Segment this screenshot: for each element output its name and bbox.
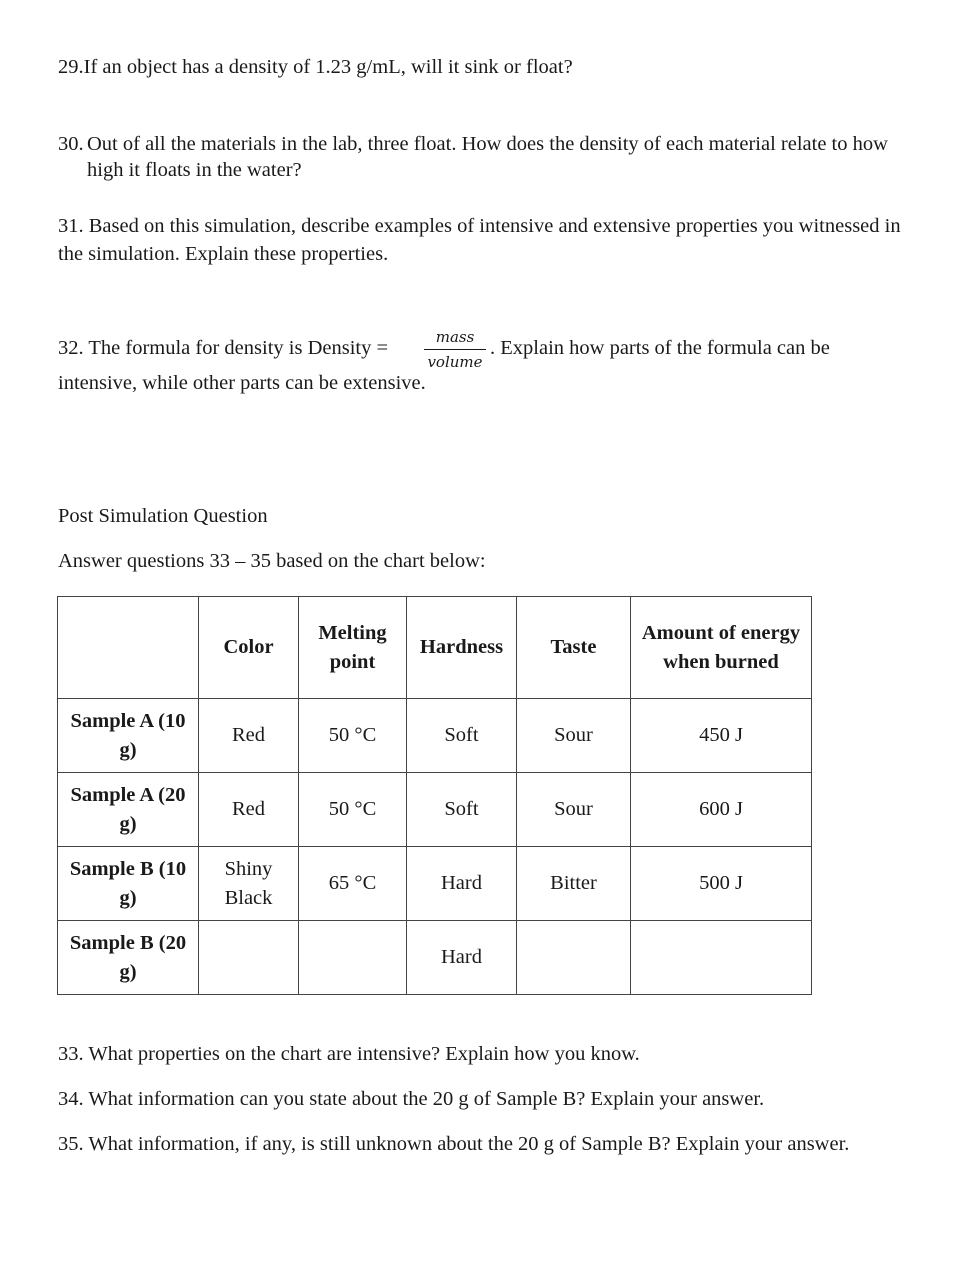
table-cell: 50 °C xyxy=(299,773,407,847)
header-cell: Melting point xyxy=(299,597,407,699)
table-row xyxy=(58,699,812,773)
question-34: 34. What information can you state about the 20 g of Sample B? Explain your answer. xyxy=(58,1088,765,1110)
table-cell: 65 °C xyxy=(299,847,407,921)
question-30-text: Out of all the materials in the lab, three float. How does the density of each material relate to how high it floats in the water? xyxy=(87,133,888,181)
table-cell: Bitter xyxy=(517,847,631,921)
table-row xyxy=(58,847,812,921)
properties-table xyxy=(57,596,812,995)
table-cell: Shiny Black xyxy=(199,847,299,921)
table-cell: 450 J xyxy=(631,699,812,773)
density-fraction xyxy=(424,328,486,371)
table-header-row xyxy=(58,597,812,699)
answer-intro: Answer questions 33 – 35 based on the chart below: xyxy=(58,550,486,572)
question-30 xyxy=(58,131,918,183)
table-cell xyxy=(299,921,407,995)
table-row xyxy=(58,921,812,995)
table-cell: 50 °C xyxy=(299,699,407,773)
section-title: Post Simulation Question xyxy=(58,505,268,527)
question-33: 33. What properties on the chart are intensive? Explain how you know. xyxy=(58,1043,640,1065)
table-cell: Hard xyxy=(407,921,517,995)
question-32 xyxy=(58,322,938,394)
question-29-text: If an object has a density of 1.23 g/mL, will it sink or float? xyxy=(83,56,573,78)
row-label: Sample B (10 g) xyxy=(58,847,199,921)
question-35: 35. What information, if any, is still unknown about the 20 g of Sample B? Explain your answer. xyxy=(58,1133,850,1155)
header-cell: Hardness xyxy=(407,597,517,699)
question-32-text-end: . Explain how parts of the formula can be xyxy=(490,337,830,359)
question-30-number: 30. xyxy=(58,133,84,155)
question-29 xyxy=(58,56,573,79)
question-31: 31. Based on this simulation, describe examples of intensive and extensive properties you witnessed in the simulation. Explain these properties. xyxy=(58,215,901,265)
question-29-number: 29. xyxy=(58,56,84,78)
question-32-text-start: 32. The formula for density is Density = xyxy=(58,337,389,359)
table-cell: Soft xyxy=(407,773,517,847)
table-cell xyxy=(517,921,631,995)
table-cell xyxy=(199,921,299,995)
table-cell: 500 J xyxy=(631,847,812,921)
question-32-text-line2: intensive, while other parts can be extensive. xyxy=(58,372,426,394)
header-cell: Color xyxy=(199,597,299,699)
header-cell xyxy=(58,597,199,699)
header-cell: Taste xyxy=(517,597,631,699)
table-cell: Soft xyxy=(407,699,517,773)
table-cell: Hard xyxy=(407,847,517,921)
table-cell: Sour xyxy=(517,773,631,847)
table-row xyxy=(58,773,812,847)
row-label: Sample A (10 g) xyxy=(58,699,199,773)
table-cell: 600 J xyxy=(631,773,812,847)
table-cell: Red xyxy=(199,699,299,773)
table-cell: Red xyxy=(199,773,299,847)
row-label: Sample B (20 g) xyxy=(58,921,199,995)
header-cell: Amount of energy when burned xyxy=(631,597,812,699)
fraction-denominator: volume xyxy=(427,353,483,371)
table-cell: Sour xyxy=(517,699,631,773)
fraction-numerator: mass xyxy=(424,328,486,350)
row-label: Sample A (20 g) xyxy=(58,773,199,847)
table-cell xyxy=(631,921,812,995)
